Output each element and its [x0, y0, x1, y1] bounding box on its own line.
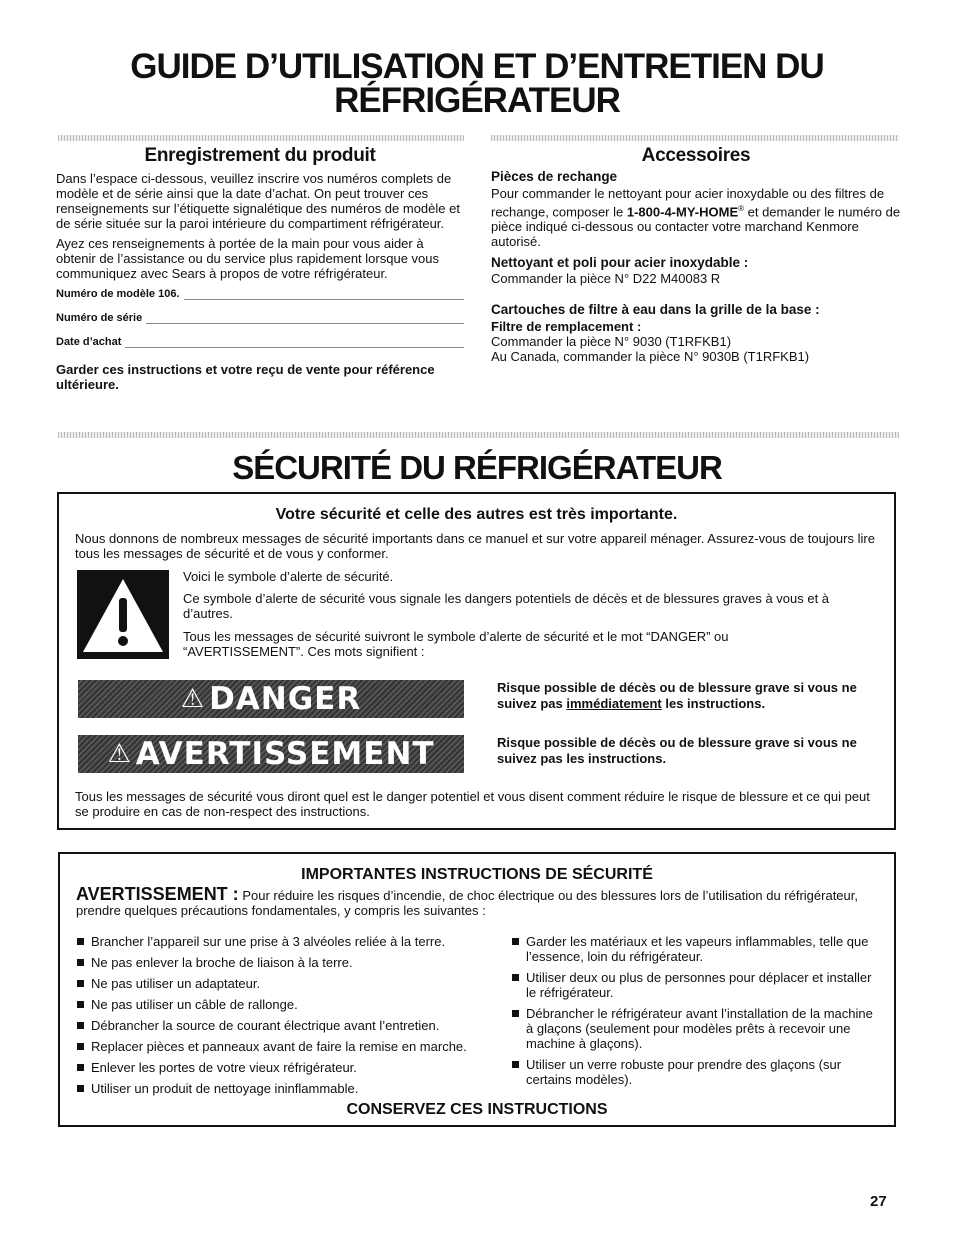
- list-item: Brancher l’appareil sur une prise à 3 alvéoles reliée à la terre.: [77, 934, 507, 949]
- safety-messages-desc: Tous les messages de sécurité suivront le symbole d’alerte de sécurité et le mot “DANGER” ou “AVERTISSEMENT”. Ces mots signifient :: [183, 629, 729, 659]
- safety-intro: Nous donnons de nombreux messages de sécurité importants dans ce manuel et sur votre appareil ménager. Assurez-vous de toujours lire tous les messages de sécurité et de vous y conformer.: [75, 531, 875, 561]
- danger-label: DANGER: [209, 681, 362, 717]
- page-title: [0, 47, 954, 120]
- danger-text-start: Risque possible de décès ou de blessure grave si vous ne suivez pas: [497, 680, 857, 711]
- serial-number-field: [56, 310, 464, 324]
- phone-number: 1-800-4-MY-HOME: [626, 204, 739, 220]
- list-item: Utiliser deux ou plus de personnes pour déplacer et installer le réfrigérateur.: [512, 970, 882, 1000]
- parts-text: [491, 186, 901, 249]
- registration-para1: Dans l’espace ci-dessous, veuillez inscrire vos numéros complets de modèle et de série ainsi que la date d’achat. On peut trouver ces renseignements sur l’étiquette signalétique des numéros de modèle et de série située sur la paroi intérieure du compartiment réfrigérateur.: [56, 171, 460, 231]
- filter-subheading: Filtre de remplacement :: [491, 319, 642, 335]
- accessories-section: [491, 145, 901, 364]
- warning-label: AVERTISSEMENT: [135, 736, 435, 772]
- safety-alert-symbol: [77, 570, 169, 659]
- filter-part-number-canada: Au Canada, commander la pièce N° 9030B (T1RFKB1): [491, 349, 810, 365]
- section-rule: [491, 135, 899, 141]
- filter-part-number: Commander la pièce N° 9030 (T1RFKB1): [491, 334, 732, 350]
- safety-symbol-line: Voici le symbole d’alerte de sécurité.: [183, 569, 394, 584]
- instructions-footer: CONSERVEZ CES INSTRUCTIONS: [346, 1101, 608, 1118]
- instructions-warning-word: AVERTISSEMENT :: [76, 884, 239, 904]
- cleaner-part-number: Commander la pièce N° D22 M40083 R: [491, 271, 721, 287]
- alert-triangle-icon: ⚠: [107, 739, 132, 769]
- parts-text-start: Pour commander le nettoyant pour acier inoxydable ou des filtres de rechange, composer le: [491, 186, 885, 220]
- section-rule: [58, 135, 464, 141]
- danger-signal: [78, 680, 464, 718]
- warning-signal: [78, 735, 464, 773]
- list-item: Ne pas enlever la broche de liaison à la terre.: [77, 955, 507, 970]
- list-item: Garder les matériaux et les vapeurs inflammables, telle que l’essence, loin du réfrigérateur.: [512, 934, 882, 964]
- safety-outro: Tous les messages de sécurité vous diront quel est le danger potentiel et vous disent comment réduire le risque de blessure et ce qui peut se produire en cas de non-respect des instructions.: [75, 789, 870, 819]
- purchase-date-label: Date d’achat: [56, 336, 122, 348]
- model-number-label: Numéro de modèle 106.: [56, 288, 180, 300]
- list-item: Ne pas utiliser un câble de rallonge.: [77, 997, 507, 1012]
- model-number-line: [184, 289, 465, 300]
- warning-text: Risque possible de décès ou de blessure grave si vous ne suivez pas les instructions.: [497, 735, 857, 766]
- registration-section: [56, 145, 464, 392]
- section-rule: [58, 432, 899, 438]
- list-item: Ne pas utiliser un adaptateur.: [77, 976, 507, 991]
- danger-text-end: les instructions.: [661, 696, 766, 711]
- accessories-heading: Accessoires: [641, 145, 751, 166]
- serial-number-line: [146, 313, 464, 324]
- list-item: Replacer pièces et panneaux avant de faire la remise en marche.: [77, 1039, 507, 1054]
- registered-mark: ®: [738, 204, 745, 213]
- danger-text-underlined: immédiatement: [566, 696, 662, 711]
- safety-title: SÉCURITÉ DU RÉFRIGÉRATEUR: [232, 449, 722, 486]
- purchase-date-line: [125, 337, 464, 348]
- registration-para2: Ayez ces renseignements à portée de la main pour vous aider à obtenir de l’assistance ou du service plus rapidement lorsque vous communiquez avec Sears à propos de votre réfrigérateur.: [56, 236, 439, 281]
- registration-heading: Enregistrement du produit: [144, 145, 376, 166]
- instructions-right-list: [512, 934, 882, 1093]
- instructions-box: [58, 852, 896, 1127]
- safety-symbol-desc: Ce symbole d’alerte de sécurité vous signale les dangers potentiels de décès et de blessures graves à vous et à d’autres.: [183, 591, 830, 621]
- list-item: Débrancher le réfrigérateur avant l’installation de la machine à glaçons (seulement pour modèles prêts à recevoir une machine à glaçons).: [512, 1006, 882, 1051]
- instructions-left-list: [77, 934, 507, 1102]
- list-item: Utiliser un verre robuste pour prendre des glaçons (sur certains modèles).: [512, 1057, 882, 1087]
- page-title-line2: RÉFRIGÉRATEUR: [334, 81, 620, 120]
- danger-text: [497, 680, 892, 712]
- purchase-date-field: [56, 334, 464, 348]
- parts-heading: Pièces de rechange: [491, 169, 618, 184]
- keep-receipt-note: Garder ces instructions et votre reçu de vente pour référence ultérieure.: [56, 362, 435, 392]
- filter-heading: Cartouches de filtre à eau dans la grille de la base :: [491, 302, 820, 318]
- list-item: Débrancher la source de courant électrique avant l’entretien.: [77, 1018, 507, 1033]
- serial-number-label: Numéro de série: [56, 312, 143, 324]
- page-number: 27: [870, 1193, 887, 1210]
- list-item: Utiliser un produit de nettoyage ininflammable.: [77, 1081, 507, 1096]
- alert-triangle-icon: ⚠: [180, 684, 206, 714]
- cleaner-heading: Nettoyant et poli pour acier inoxydable :: [491, 255, 749, 271]
- instructions-heading: IMPORTANTES INSTRUCTIONS DE SÉCURITÉ: [301, 866, 653, 883]
- parts-text-end: et demander le numéro de pièce indiqué ci-dessous ou contacter votre marchand Kenmore autorisé.: [491, 204, 901, 250]
- page-title-line1: GUIDE D’UTILISATION ET D’ENTRETIEN DU: [130, 47, 824, 86]
- safety-box: [57, 492, 896, 830]
- instructions-warning-text: Pour réduire les risques d’incendie, de choc électrique ou des blessures lors de l’utilisation du réfrigérateur, prendre quelques précautions fondamentales, y compris les suivantes :: [76, 888, 858, 918]
- safety-box-heading: Votre sécurité et celle des autres est très importante.: [275, 506, 678, 523]
- model-number-field: [56, 286, 464, 300]
- list-item: Enlever les portes de votre vieux réfrigérateur.: [77, 1060, 507, 1075]
- instructions-warning: [76, 884, 866, 918]
- warning-triangle-icon: [77, 570, 169, 659]
